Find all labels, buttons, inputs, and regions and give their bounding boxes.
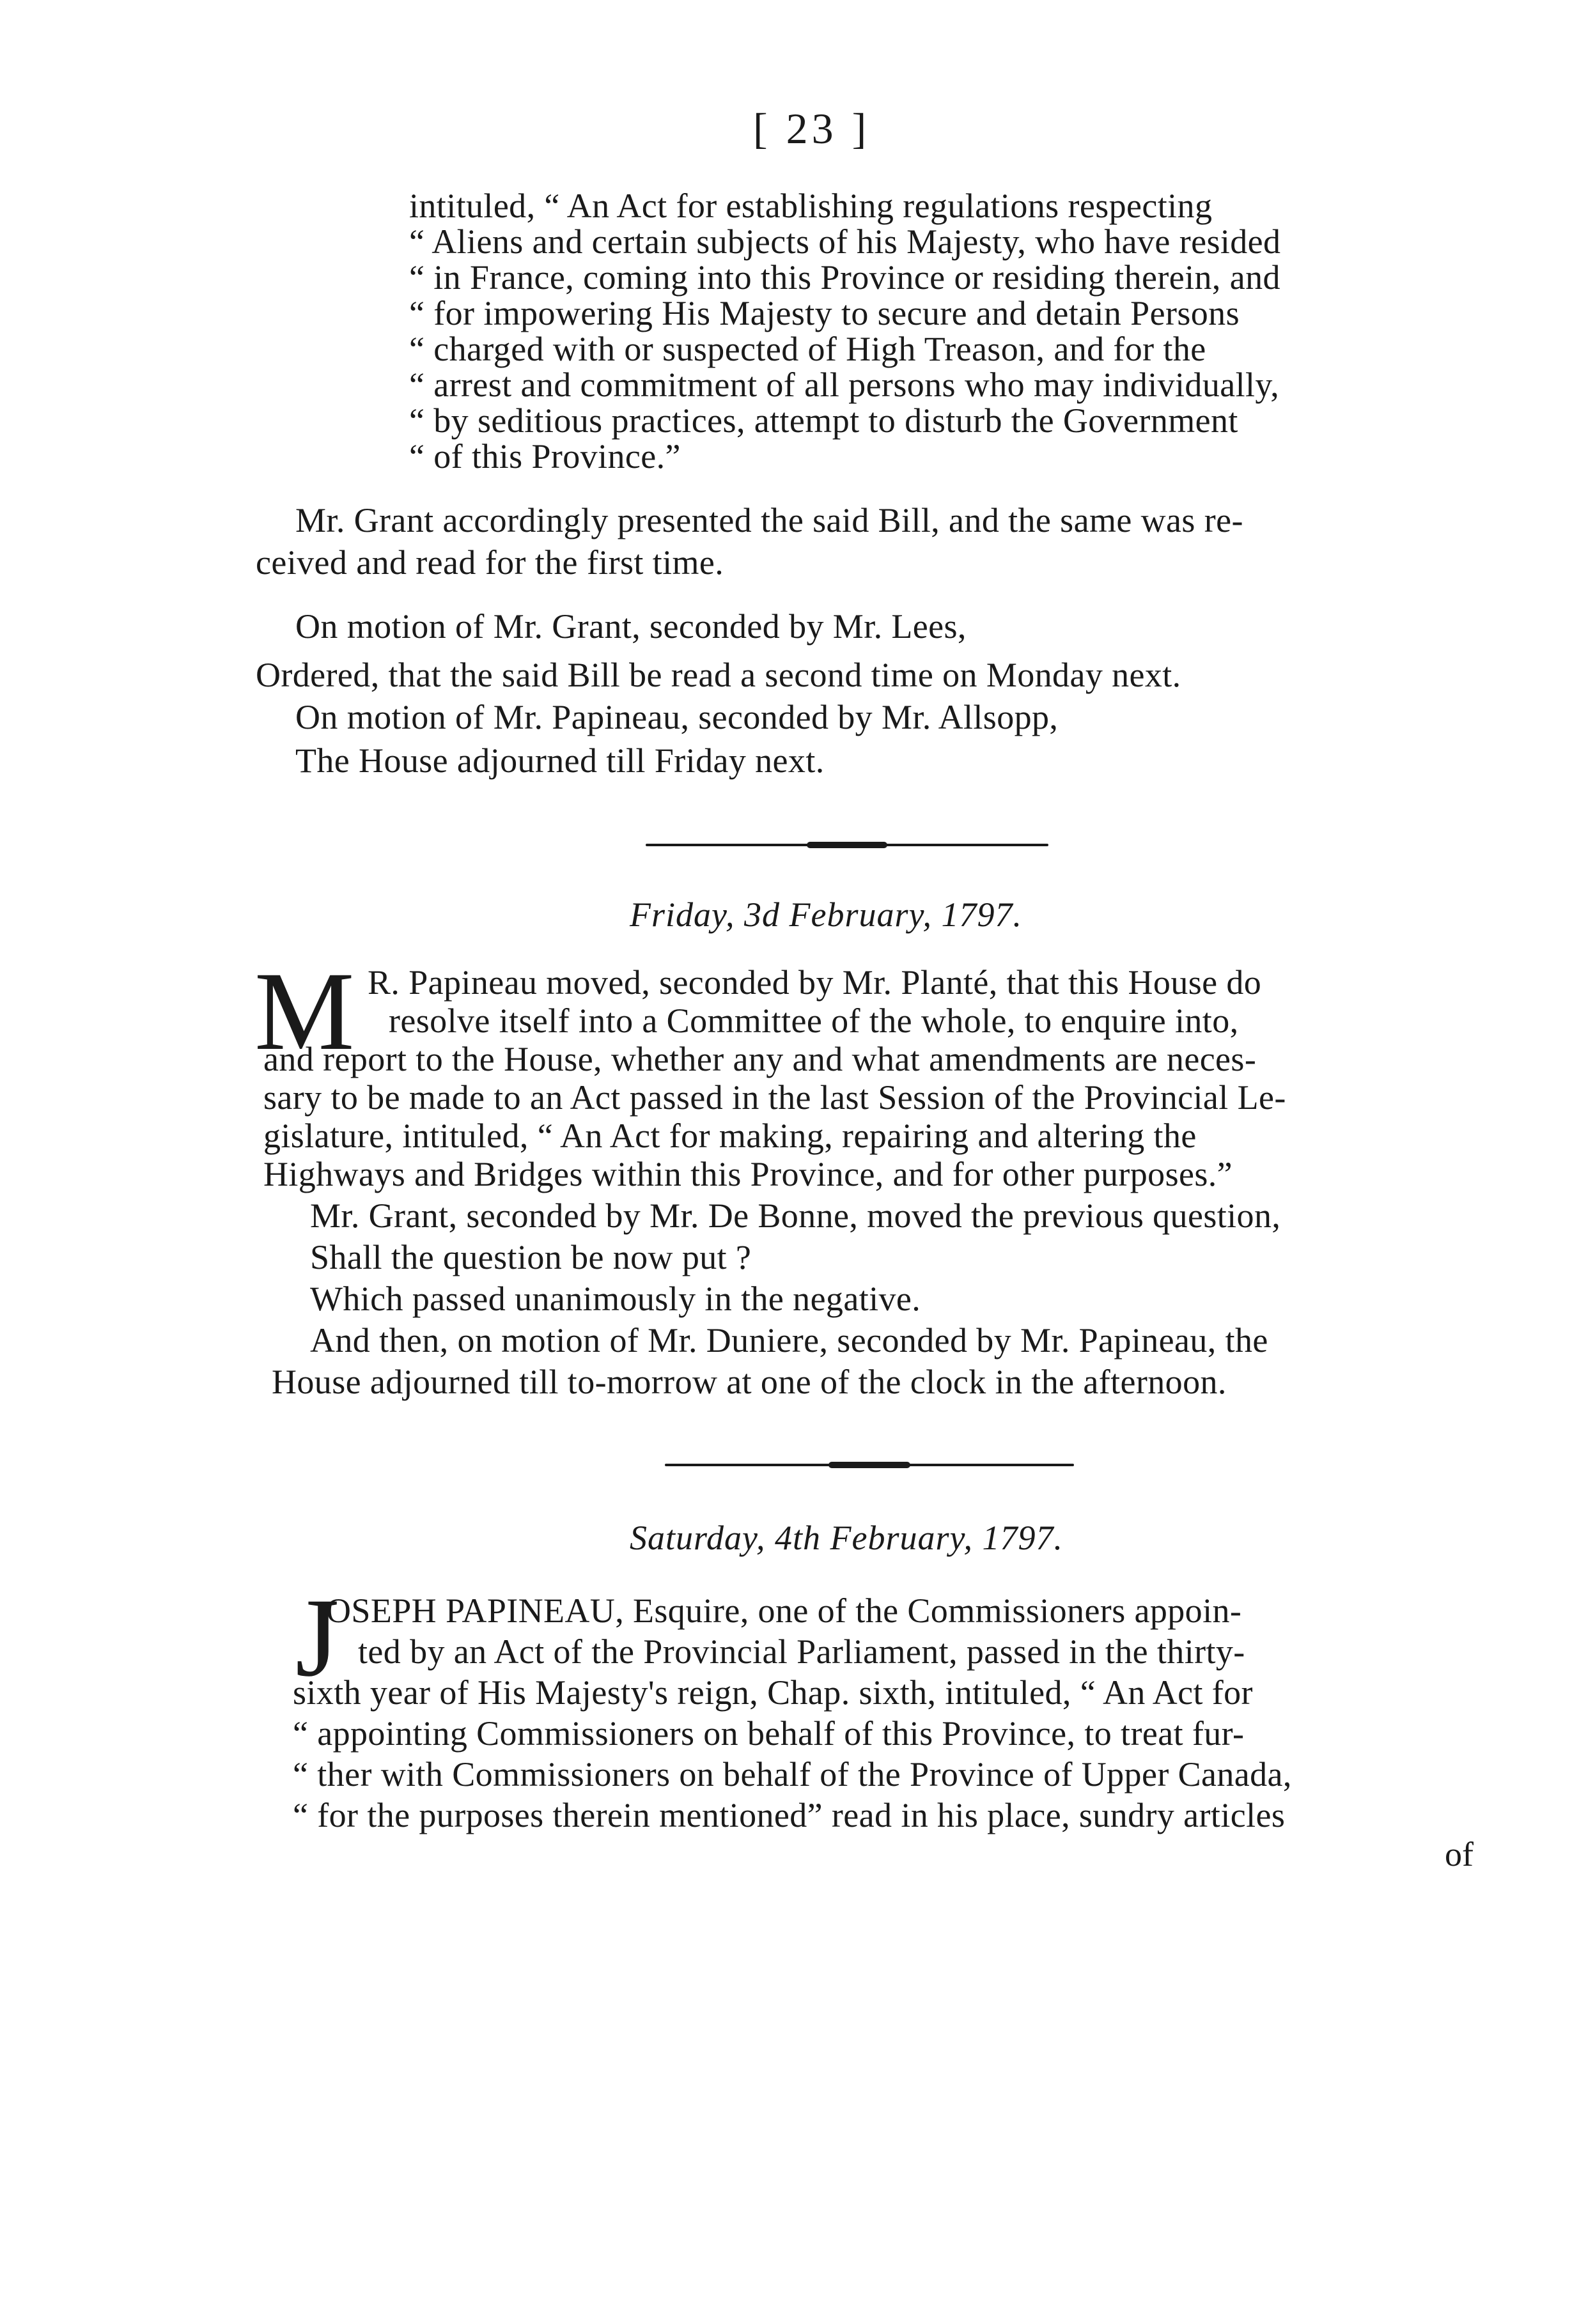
text-line: On motion of Mr. Papineau, seconded by Mr. Allsopp, [295, 698, 1059, 736]
text-line: Mr. Grant accordingly presented the said Bill, and the same was re- [295, 501, 1243, 539]
page-number: [ 23 ] [753, 104, 871, 153]
section-date: Saturday, 4th February, 1797. [630, 1519, 1063, 1557]
text-line: Ordered, that the said Bill be read a second time on Monday next. [256, 656, 1181, 694]
text-line: “ charged with or suspected of High Treason, and for the [409, 330, 1206, 368]
text-line: OSEPH PAPINEAU, Esquire, one of the Commissioners appoin- [326, 1592, 1242, 1630]
text-line: “ Aliens and certain subjects of his Majesty, who have resided [409, 222, 1281, 261]
text-line: Mr. Grant, seconded by Mr. De Bonne, moved the previous question, [310, 1197, 1281, 1235]
text-line: “ by seditious practices, attempt to disturb the Government [409, 401, 1238, 440]
text-line: “ arrest and commitment of all persons who may individually, [409, 366, 1280, 404]
text-line: and report to the House, whether any and what amendments are neces- [263, 1040, 1257, 1078]
section-divider [646, 844, 1048, 846]
text-line: resolve itself into a Committee of the whole, to enquire into, [389, 1002, 1239, 1040]
text-line: “ for impowering His Majesty to secure and detain Persons [409, 294, 1240, 332]
text-line: Shall the question be now put ? [310, 1238, 752, 1276]
section-date: Friday, 3d February, 1797. [630, 895, 1022, 934]
section-divider [665, 1464, 1074, 1466]
text-line: sixth year of His Majesty's reign, Chap. sixth, intituled, “ An Act for [293, 1673, 1253, 1712]
catchword: of [1445, 1835, 1474, 1873]
text-line: “ ther with Commissioners on behalf of the Province of Upper Canada, [293, 1755, 1292, 1793]
text-line: sary to be made to an Act passed in the last Session of the Provincial Le- [263, 1078, 1286, 1117]
drop-cap: J [295, 1576, 339, 1700]
text-line: intituled, “ An Act for establishing regulations respecting [409, 187, 1213, 225]
text-line: Highways and Bridges within this Province, and for other purposes.” [263, 1155, 1233, 1193]
text-line: ted by an Act of the Provincial Parliament, passed in the thirty- [358, 1632, 1245, 1671]
text-line: The House adjourned till Friday next. [295, 741, 825, 780]
text-line: “ in France, coming into this Province or residing therein, and [409, 258, 1280, 297]
text-line: gislature, intituled, “ An Act for making, repairing and altering the [263, 1117, 1197, 1155]
text-line: “ of this Province.” [409, 437, 681, 476]
text-line: “ for the purposes therein mentioned” read in his place, sundry articles [293, 1796, 1286, 1834]
text-line: On motion of Mr. Grant, seconded by Mr. Lees, [295, 607, 967, 646]
text-line: And then, on motion of Mr. Duniere, seconded by Mr. Papineau, the [310, 1321, 1268, 1360]
drop-cap: M [254, 949, 355, 1074]
text-line: “ appointing Commissioners on behalf of this Province, to treat fur- [293, 1714, 1245, 1753]
text-line: Which passed unanimously in the negative. [310, 1280, 921, 1318]
text-line: R. Papineau moved, seconded by Mr. Planté, that this House do [368, 963, 1262, 1002]
text-line: House adjourned till to-morrow at one of the clock in the afternoon. [272, 1363, 1227, 1401]
text-line: ceived and read for the first time. [256, 543, 724, 582]
